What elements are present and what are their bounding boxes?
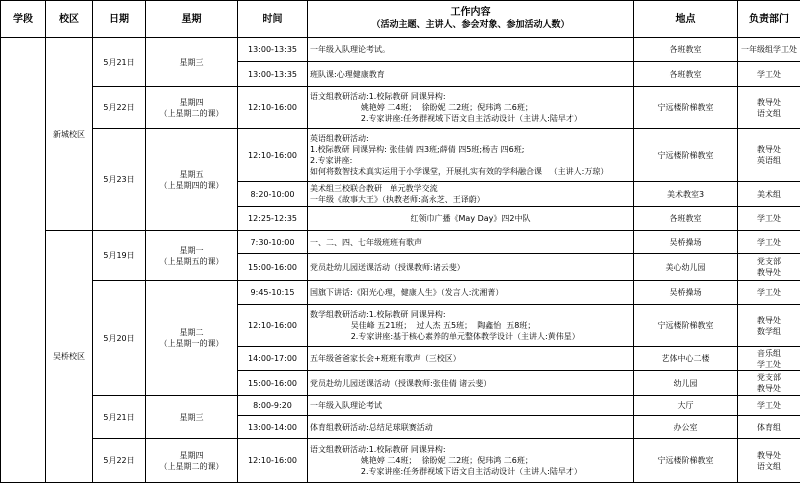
content-cell: 党员赴幼儿园送课活动（授课教师:诸云斐） bbox=[308, 254, 634, 281]
weekday-cell bbox=[146, 439, 238, 483]
weekday-label: 星期三 bbox=[179, 412, 204, 422]
weekday-note: （上星期四的课） bbox=[159, 180, 224, 190]
weekday-label: 星期三 bbox=[179, 57, 204, 67]
stage-cell bbox=[1, 38, 46, 483]
dept-label: 美术组 bbox=[757, 189, 781, 199]
header-location: 地点 bbox=[634, 1, 738, 38]
table-row bbox=[1, 231, 800, 254]
campus-cell: 吴桥校区 bbox=[46, 231, 93, 483]
header-department: 负责部门 bbox=[738, 1, 800, 38]
weekday-label: 星期五 bbox=[179, 169, 204, 179]
date-cell: 5月20日 bbox=[93, 281, 146, 396]
content-cell: 语文组教研活动:1.校际教研 同课异构: 姚艳婷 二4班； 徐盼妮 二2班；倪玮鸿 二6班； 2.专家讲座:任务群视域下语文自主活动设计（主讲人:陆早才） bbox=[308, 439, 634, 483]
dept-cell bbox=[738, 439, 800, 483]
table-row bbox=[1, 129, 800, 182]
weekday-label: 星期四 bbox=[179, 450, 204, 460]
content-cell: 一、二、四、七年级班班有歌声 bbox=[308, 231, 634, 254]
content-cell: 国旗下讲话:《阳光心理，健康人生》（发言人:沈湘菁） bbox=[308, 281, 634, 305]
weekday-cell bbox=[146, 281, 238, 396]
weekday-note: （上星期五的课） bbox=[159, 256, 224, 266]
date-cell: 5月21日 bbox=[93, 396, 146, 439]
weekday-cell bbox=[146, 231, 238, 281]
dept-label: 语文组 bbox=[757, 108, 781, 118]
content-cell: 数学组教研活动:1.校际教研 同课异构: 吴佳峰 五21班； 过人杰 五5班； 陶鑫怡 五8班； 2.专家讲座:基于核心素养的单元整体教学设计（主讲人:黄伟星） bbox=[308, 305, 634, 347]
header-time: 时间 bbox=[238, 1, 308, 38]
time-cell: 15:00-16:00 bbox=[238, 371, 308, 396]
dept-label: 党支部 bbox=[757, 257, 781, 266]
time-cell: 12:10-16:00 bbox=[238, 439, 308, 483]
date-cell: 5月22日 bbox=[93, 439, 146, 483]
location-cell: 宁远楼阶梯教室 bbox=[634, 305, 738, 347]
campus-cell: 新城校区 bbox=[46, 38, 93, 231]
table-row bbox=[1, 396, 800, 416]
content-cell: 党员赴幼儿园送课活动（授课教师:张佳倩 诸云斐） bbox=[308, 371, 634, 396]
weekday-note: （上星期二的课） bbox=[159, 461, 224, 471]
dept-cell bbox=[738, 281, 800, 305]
dept-label: 教导处 bbox=[757, 268, 781, 277]
location-cell: 各班教室 bbox=[634, 62, 738, 87]
location-cell: 吴桥操场 bbox=[634, 281, 738, 305]
weekday-cell bbox=[146, 87, 238, 129]
dept-label: 数学组 bbox=[757, 326, 781, 336]
dept-label: 学工处 bbox=[757, 214, 781, 223]
weekday-label: 星期二 bbox=[179, 328, 204, 337]
table-row bbox=[1, 38, 800, 62]
time-cell: 15:00-16:00 bbox=[238, 254, 308, 281]
time-cell: 9:45-10:15 bbox=[238, 281, 308, 305]
dept-label: 教导处 bbox=[757, 384, 781, 393]
location-cell: 幼儿园 bbox=[634, 371, 738, 396]
dept-label: 党支部 bbox=[757, 373, 781, 382]
date-cell: 5月19日 bbox=[93, 231, 146, 281]
dept-cell bbox=[738, 305, 800, 347]
dept-cell bbox=[738, 416, 800, 439]
header-content bbox=[308, 1, 634, 38]
date-cell: 5月23日 bbox=[93, 129, 146, 231]
dept-cell bbox=[738, 347, 800, 371]
dept-cell bbox=[738, 371, 800, 396]
time-cell: 14:00-17:00 bbox=[238, 347, 308, 371]
dept-cell bbox=[738, 254, 800, 281]
dept-label: 学工处 bbox=[757, 401, 781, 410]
location-cell: 大厅 bbox=[634, 396, 738, 416]
dept-label: 学工处 bbox=[757, 237, 781, 247]
table-row bbox=[1, 281, 800, 305]
dept-label: 学工处 bbox=[757, 288, 781, 297]
location-cell: 办公室 bbox=[634, 416, 738, 439]
location-cell: 艺体中心二楼 bbox=[634, 347, 738, 371]
dept-label: 一年级组学工处 bbox=[741, 45, 797, 54]
time-cell: 13:00-14:00 bbox=[238, 416, 308, 439]
weekday-label: 星期一 bbox=[179, 245, 204, 255]
time-cell: 12:10-16:00 bbox=[238, 129, 308, 182]
weekday-note: （上星期二的课） bbox=[159, 108, 224, 118]
time-cell: 13:00-13:35 bbox=[238, 38, 308, 62]
time-cell: 13:00-13:35 bbox=[238, 62, 308, 87]
content-cell: 一年级入队理论考试 bbox=[308, 396, 634, 416]
time-cell: 7:30-10:00 bbox=[238, 231, 308, 254]
header-content-sub: （活动主题、主讲人、参会对象、参加活动人数） bbox=[371, 20, 570, 30]
content-cell: 五年级爸爸家长会+班班有歌声（三校区） bbox=[308, 347, 634, 371]
dept-label: 学工处 bbox=[757, 359, 781, 369]
dept-label: 教导处 bbox=[757, 450, 781, 460]
location-cell: 宁远楼阶梯教室 bbox=[634, 129, 738, 182]
location-cell: 吴桥操场 bbox=[634, 231, 738, 254]
location-cell: 宁远楼阶梯教室 bbox=[634, 87, 738, 129]
header-weekday: 星期 bbox=[146, 1, 238, 38]
dept-label: 教导处 bbox=[757, 315, 781, 325]
dept-label: 音乐组 bbox=[757, 348, 781, 358]
header-content-title: 工作内容 bbox=[450, 7, 491, 18]
location-cell: 宁远楼阶梯教室 bbox=[634, 439, 738, 483]
content-cell: 班队课:心理健康教育 bbox=[308, 62, 634, 87]
dept-label: 语文组 bbox=[757, 461, 781, 471]
content-cell: 语文组教研活动:1.校际教研 同课异构: 姚艳婷 二4班； 徐盼妮 二2班；倪玮鸿 二6班； 2.专家讲座:任务群视域下语文自主活动设计（主讲人:陆早才） bbox=[308, 87, 634, 129]
dept-cell bbox=[738, 38, 800, 62]
content-cell: 体育组教研活动:总结足球联赛活动 bbox=[308, 416, 634, 439]
dept-cell bbox=[738, 87, 800, 129]
time-cell: 12:10-16:00 bbox=[238, 305, 308, 347]
dept-label: 学工处 bbox=[757, 69, 781, 79]
content-cell: 红领巾广播《May Day》四2中队 bbox=[308, 207, 634, 231]
table-row bbox=[1, 87, 800, 129]
location-cell: 各班教室 bbox=[634, 207, 738, 231]
content-cell: 美术组三校联合教研 单元教学交流 一年级《故事大王》（执教老师:高永芝、王译蔚） bbox=[308, 182, 634, 207]
dept-cell bbox=[738, 207, 800, 231]
dept-label: 教导处 bbox=[757, 145, 781, 154]
date-cell: 5月22日 bbox=[93, 87, 146, 129]
time-cell: 8:20-10:00 bbox=[238, 182, 308, 207]
dept-cell bbox=[738, 129, 800, 182]
dept-cell bbox=[738, 231, 800, 254]
weekday-label: 星期四 bbox=[179, 97, 204, 107]
dept-label: 英语组 bbox=[757, 156, 781, 165]
dept-label: 体育组 bbox=[757, 422, 781, 432]
location-cell: 美术教室3 bbox=[634, 182, 738, 207]
table-row bbox=[1, 439, 800, 483]
location-cell: 各班教室 bbox=[634, 38, 738, 62]
weekday-cell bbox=[146, 396, 238, 439]
header-stage: 学段 bbox=[1, 1, 46, 38]
dept-cell bbox=[738, 182, 800, 207]
content-cell: 英语组教研活动: 1.校际教研 同课异构: 张佳倩 四3班;薛倩 四5班;杨吉 四6班; 2.专家讲座: 如何将数智技术真实运用于小学课堂，开展扎实有效的学科融合课 （主讲人:万琼） bbox=[308, 129, 634, 182]
dept-cell bbox=[738, 62, 800, 87]
header-row bbox=[1, 1, 800, 38]
date-cell: 5月21日 bbox=[93, 38, 146, 87]
weekday-note: （上星期一的课） bbox=[159, 339, 224, 348]
content-cell: 一年级入队理论考试。 bbox=[308, 38, 634, 62]
time-cell: 12:25-12:35 bbox=[238, 207, 308, 231]
header-date: 日期 bbox=[93, 1, 146, 38]
time-cell: 8:00-9:20 bbox=[238, 396, 308, 416]
dept-label: 教导处 bbox=[757, 97, 781, 107]
weekday-cell bbox=[146, 38, 238, 87]
weekday-cell bbox=[146, 129, 238, 231]
header-campus: 校区 bbox=[46, 1, 93, 38]
location-cell: 美心幼儿园 bbox=[634, 254, 738, 281]
time-cell: 12:10-16:00 bbox=[238, 87, 308, 129]
dept-cell bbox=[738, 396, 800, 416]
